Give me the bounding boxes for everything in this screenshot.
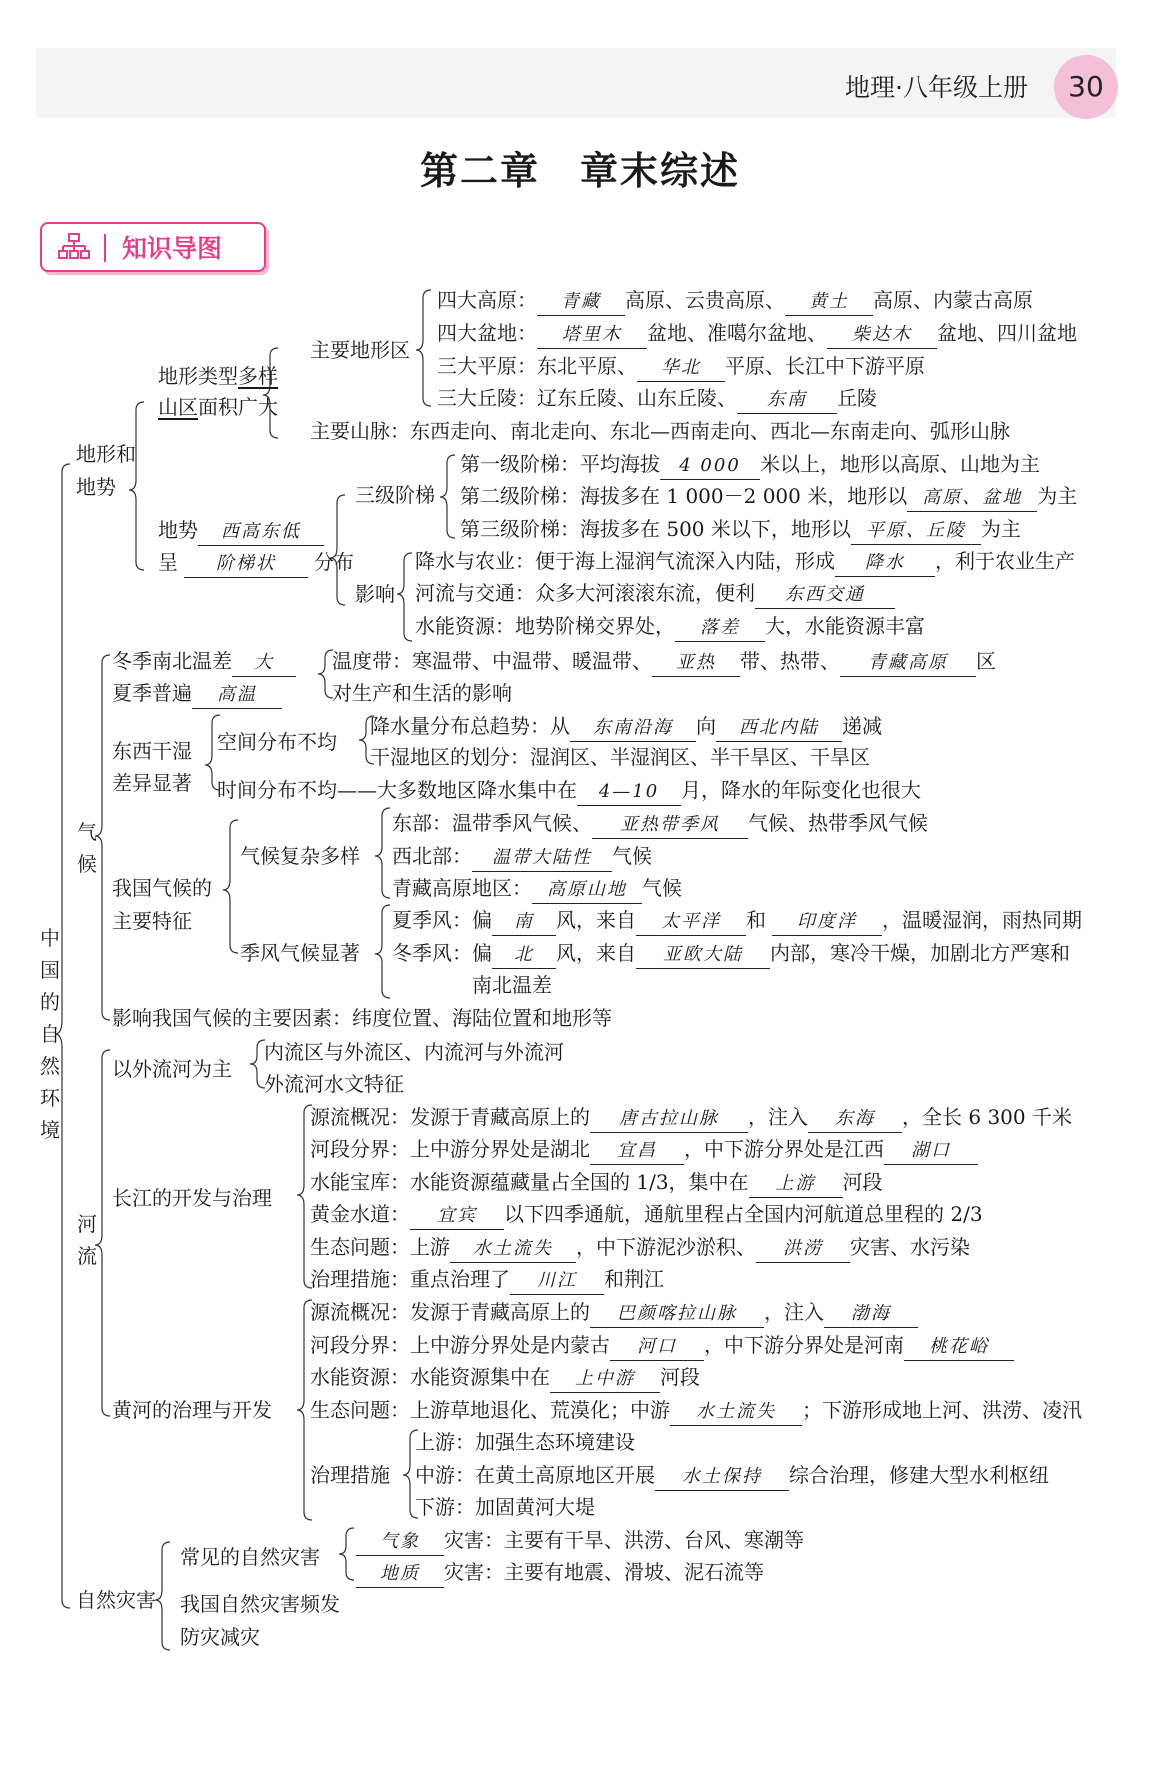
east-west-diff-2: 差异显著 [112,771,192,795]
exorheic-main: 以外流河为主 [112,1057,232,1081]
chapter-title: 第二章 章末综述 [419,148,740,193]
yellow-river-title: 黄河的治理与开发 [112,1398,272,1422]
monsoon-climate: 季风气候显著 [240,941,360,965]
frequent-disasters: 我国自然灾害频发 [180,1592,340,1616]
step-2: 第二级阶梯：海拔多在 1 000－2 000 米，地形以 高原、盆地 为主 [460,483,1077,512]
disaster-prevention: 防灾减灾 [180,1625,260,1649]
exorheic-2: 外流河水文特征 [264,1072,404,1096]
terrain-label-2: 地势 [76,475,116,499]
main-mountains: 主要山脉：东西走向、南北走向、东北—西南走向、西北—东南走向、弧形山脉 [310,419,1010,443]
rivers-label: 河流 [77,1212,97,1268]
complex-climate: 气候复杂多样 [240,844,360,868]
dry-wet-division: 干湿地区的划分：湿润区、半湿润区、半干旱区、干旱区 [370,745,870,769]
yellow-upper: 上游：加强生态环境建设 [415,1430,635,1454]
temperature-zones: 温度带：寒温带、中温带、暖温带、 亚热 带、热带、 青藏高原 区 [332,648,996,677]
common-disasters: 常见的自然灾害 [180,1545,320,1569]
yellow-hydropower: 水能资源：水能资源集中在 上中游 河段 [310,1364,700,1393]
yellow-ecology: 生态问题：上游草地退化、荒漠化；中游 水土流失 ；下游形成地上河、洪涝、凌汛 [310,1397,1082,1426]
terrain-mountain-area: 山区面积广大 [158,395,278,419]
terrain-trend: 地势 西高东低 [158,517,324,546]
terrain-shape: 呈 阶梯状 分布 [158,549,354,578]
page-number: 30 [1054,55,1118,119]
yangtze-ecology: 生态问题：上游 水土流失 ，中下游泥沙淤积、 洪涝 灾害、水污染 [310,1234,970,1263]
main-landform-regions: 主要地形区 [310,338,410,362]
meteorological-disasters: 气象 灾害：主要有干旱、洪涝、台风、寒潮等 [356,1527,804,1556]
yangtze-waterway: 黄金水道： 宜宾 以下四季通航，通航里程占全国内河航道总里程的 2/3 [310,1201,983,1230]
yellow-source: 源流概况：发源于青藏高原上的 巴颜喀拉山脉 ，注入 渤海 [310,1299,918,1328]
winter-monsoon: 冬季风：偏 北 风，来自 亚欧大陆 内部，寒冷干燥，加剧北方严寒和 [392,940,1070,969]
yellow-middle: 中游：在黄土高原地区开展 水土保持 综合治理，修建大型水利枢纽 [415,1462,1049,1491]
disasters-label: 自然灾害 [76,1588,156,1612]
badge-label: 知识导图 [122,234,223,263]
northwest-climate: 西北部： 温带大陆性 气候 [392,843,652,872]
east-west-diff: 东西干湿 [112,739,192,763]
east-climate: 东部：温带季风气候、 亚热带季风 气候、热带季风气候 [392,810,928,839]
climate-impact: 对生产和生活的影响 [332,681,512,705]
winter-monsoon-cont: 南北温差 [472,973,552,997]
winter-temp-diff: 冬季南北温差 大 [112,648,296,677]
terrain-types: 地形类型多样 [158,364,278,388]
tibet-climate: 青藏高原地区： 高原山地 气候 [392,875,682,904]
influence-label: 影响 [355,582,395,606]
temporal-uneven: 时间分布不均——大多数地区降水集中在 4—10 月，降水的年际变化也很大 [217,777,921,806]
precip-trend: 降水量分布总趋势：从 东南沿海 向 西北内陆 递减 [370,713,882,742]
yangtze-sections: 河段分界：上中游分界处是湖北 宜昌 ，中下游分界处是江西 湖口 [310,1136,978,1165]
climate-factors: 影响我国气候的主要因素：纬度位置、海陆位置和地形等 [112,1006,612,1030]
step-1: 第一级阶梯：平均海拔 4 000 米以上，地形以高原、山地为主 [460,451,1040,480]
influence-1: 降水与农业：便于海上湿润气流深入内陆，形成 降水 ，利于农业生产 [415,548,1075,577]
hills: 三大丘陵：辽东丘陵、山东丘陵、 东南 丘陵 [437,385,877,414]
climate-label: 气候 [77,820,97,876]
geological-disasters: 地质 灾害：主要有地震、滑坡、泥石流等 [356,1559,764,1588]
root-label: 中国的自然环境 [40,926,60,1142]
three-steps: 三级阶梯 [355,483,435,507]
plains: 三大平原：东北平原、 华北 平原、长江中下游平原 [437,353,925,382]
main-features: 我国气候的 [112,876,212,900]
yellow-measures: 治理措施 [310,1463,390,1487]
summer-temp: 夏季普遍 高温 [112,680,282,709]
yangtze-source: 源流概况：发源于青藏高原上的 唐古拉山脉 ，注入 东海 ，全长 6 300 千米 [310,1104,1072,1133]
yangtze-measures: 治理措施：重点治理了 川江 和荆江 [310,1266,664,1295]
yellow-sections: 河段分界：上中游分界处是内蒙古 河口 ，中下游分界处是河南 桃花峪 [310,1332,1014,1361]
basins: 四大盆地： 塔里木 盆地、准噶尔盆地、 柴达木 盆地、四川盆地 [437,320,1077,349]
terrain-label: 地形和 [76,442,136,466]
yangtze-hydropower: 水能宝库：水能资源蕴藏量占全国的 1/3，集中在 上游 河段 [310,1169,883,1198]
plateaus: 四大高原： 青藏 高原、云贵高原、 黄土 高原、内蒙古高原 [437,287,1033,316]
yellow-lower: 下游：加固黄河大堤 [415,1495,595,1519]
influence-2: 河流与交通：众多大河滚滚东流，便利 东西交通 [415,580,895,609]
spatial-uneven: 空间分布不均 [217,730,337,754]
influence-3: 水能资源：地势阶梯交界处， 落差 大，水能资源丰富 [415,613,925,642]
summer-monsoon: 夏季风：偏 南 风，来自 太平洋 和 印度洋 ，温暖湿润，雨热同期 [392,907,1082,936]
main-features-2: 主要特征 [112,909,192,933]
yangtze-title: 长江的开发与治理 [112,1186,272,1210]
book-title: 地理·八年级上册 [845,73,1028,102]
step-3: 第三级阶梯：海拔多在 500 米以下，地形以 平原、丘陵 为主 [460,516,1021,545]
exorheic-1: 内流区与外流区、内流河与外流河 [264,1040,564,1064]
